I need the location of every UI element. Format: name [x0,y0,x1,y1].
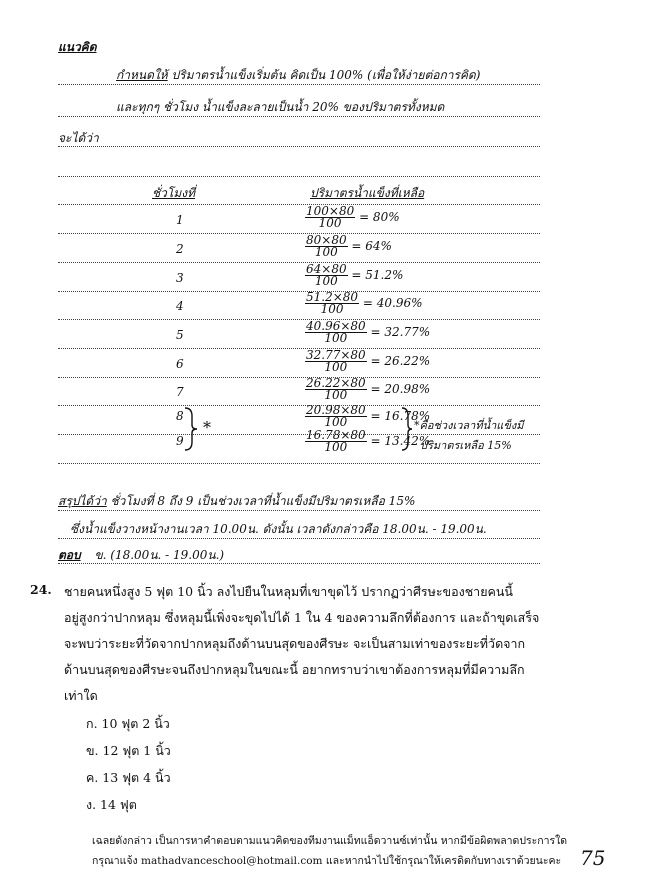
footer-line-1: เฉลยดังกล่าว เป็นการหาคำตอบตามแนวคิดของทีมงานแม็ทแอ็ดวานซ์เท่านั้น หากมีข้อผิดพลาดประการใด [92,835,568,847]
conclusion-text-2: ซึ่งน้ำแข็งวางหน้างานเวลา 10.00น. ดังนั้น เวลาดังกล่าวคือ 18.00น. - 19.00น. [70,522,487,536]
table-row-hour: 3 [176,271,184,285]
table-row-hour: 6 [176,357,184,371]
note-line-1: *คือช่วงเวลาที่น้ำแข็งมี [414,419,524,432]
brace-icon [400,406,414,452]
page-number: 75 [580,846,606,870]
result-intro: จะได้ว่า [58,131,99,145]
answer-label: ตอบ [58,548,81,562]
footer-line-2: กรุณาแจ้ง mathadvanceschool@hotmail.com และหากนำไปใช้กรุณาให้เครดิตกับทางเราด้วยนะคะ [92,855,562,867]
table-row-calc: $\frac{26.22\times 80}{100}$ = 20.98% [306,376,431,402]
choice-a: ก. 10 ฟุต 2 นิ้ว [86,716,170,731]
given-text: ปริมาตรน้ำแข็งเริ่มต้น คิดเป็น 100% (เพื่อให้ง่ายต่อการคิด) [171,68,481,82]
ruled-line [58,84,540,85]
question-line: จะพบว่าระยะที่วัดจากปากหลุมถึงด้านบนสุดของศีรษะ จะเป็นสามเท่าของระยะที่วัดจาก [64,636,526,651]
answer-text: ข. (18.00น. - 19.00น.) [94,548,225,562]
ruled-line [58,377,540,378]
conclusion-text: ชั่วโมงที่ 8 ถึง 9 เป็นช่วงเวลาที่น้ำแข็งมีปริมาตรเหลือ 15% [110,494,416,508]
table-row-hour: 8 [176,409,184,423]
table-row-calc: $\frac{100\times 80}{100}$ = 80% [306,204,400,230]
choice-c: ค. 13 ฟุต 4 นิ้ว [86,770,171,785]
ruled-line [58,116,540,117]
ruled-line [58,204,540,205]
question-line: ชายคนหนึ่งสูง 5 ฟุต 10 นิ้ว ลงไปยืนในหลุมที่เขาขุดไว้ ปรากฏว่าศีรษะของชายคนนี้ [64,584,513,599]
table-row-hour: 7 [176,385,184,399]
given-label: กำหนดให้ [116,68,168,82]
brace-icon [183,406,199,452]
ruled-line [58,176,540,177]
note-line-2: ปริมาตรเหลือ 15% [420,439,512,452]
ruled-line [58,291,540,292]
table-row-calc: $\frac{16.78\times 80}{100}$ = 13.42% [306,428,431,454]
ruled-line [58,538,540,539]
table-row-calc: $\frac{64\times 80}{100}$ = 51.2% [306,262,404,288]
ruled-line [58,510,540,511]
choice-b: ข. 12 ฟุต 1 นิ้ว [86,743,171,758]
table-row-hour: 4 [176,299,184,313]
ruled-line [58,348,540,349]
ruled-line [58,405,540,406]
table-row-calc: $\frac{32.77\times 80}{100}$ = 26.22% [306,348,431,374]
table-row-calc: $\frac{80\times 80}{100}$ = 64% [306,233,392,259]
melt-text: และทุกๆ ชั่วโมง น้ำแข็งละลายเป็นน้ำ 20% ของปริมาตรทั้งหมด [116,100,445,114]
conclusion-line [58,492,415,511]
question-line: ด้านบนสุดของศีรษะจนถึงปากหลุมในขณะนี้ อยากทราบว่าเขาต้องการหลุมที่มีความลึก [64,662,525,677]
ruled-line [58,434,540,435]
solution-heading: แนวคิด [58,40,97,54]
table-row-calc: $\frac{20.98\times 80}{100}$ = 16.78% [306,403,431,429]
table-row-calc: $\frac{51.2\times 80}{100}$ = 40.96% [306,290,423,316]
table-header-volume: ปริมาตรน้ำแข็งที่เหลือ [310,186,425,200]
question-line: อยู่สูงกว่าปากหลุม ซึ่งหลุมนี้เพิ่งจะขุดไปได้ 1 ใน 4 ของความลึกที่ต้องการ และถ้าขุดเสร็จ [64,610,540,625]
brace-star: * [203,418,211,437]
given-line [116,66,480,85]
ruled-line [58,146,540,147]
ruled-line [58,319,540,320]
ruled-line [58,262,540,263]
table-row-hour: 5 [176,328,184,342]
conclusion-label: สรุปได้ว่า [58,494,107,508]
table-row-hour: 2 [176,242,184,256]
table-row-hour: 1 [176,213,184,227]
ruled-line [58,233,540,234]
ruled-line [58,463,540,464]
question-number: 24. [30,582,52,597]
table-header-hour: ชั่วโมงที่ [152,186,196,200]
question-line: เท่าใด [64,688,98,703]
table-row-calc: $\frac{40.96\times 80}{100}$ = 32.77% [306,319,431,345]
ruled-line [58,563,540,564]
choice-d: ง. 14 ฟุต [86,797,137,812]
table-row-hour: 9 [176,434,184,448]
